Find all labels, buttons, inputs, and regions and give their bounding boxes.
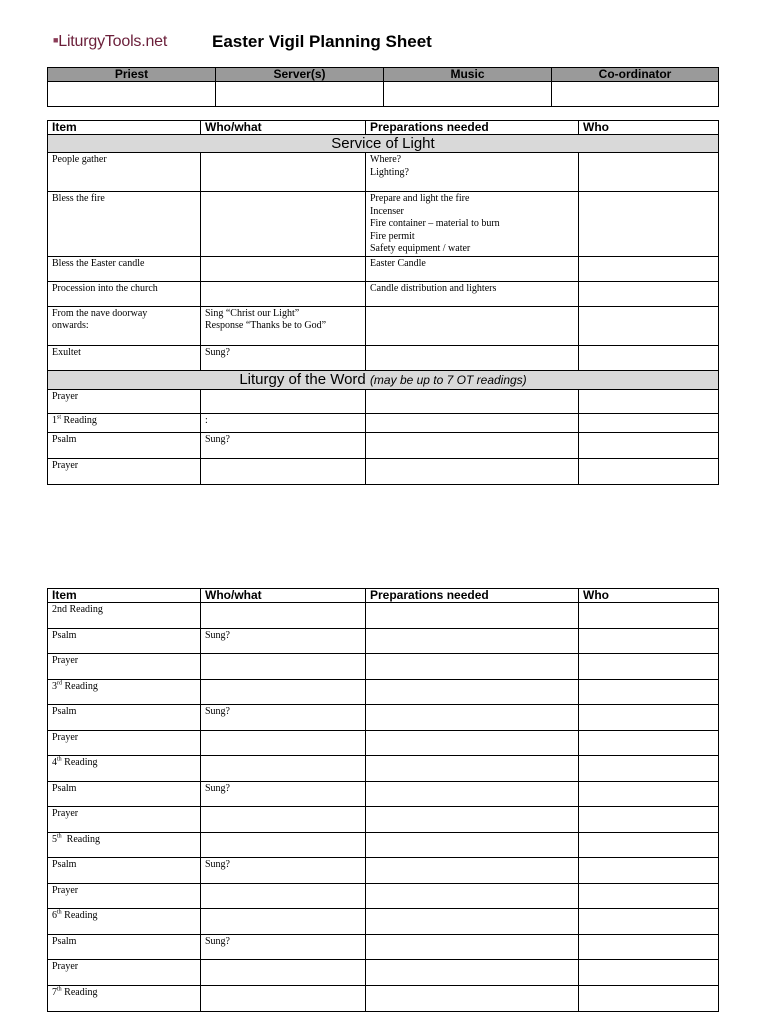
preparations-cell[interactable] xyxy=(366,858,579,884)
item-cell: Psalm xyxy=(48,858,201,884)
item-cell xyxy=(48,153,201,192)
who-what-cell[interactable]: Sung? xyxy=(201,705,366,731)
who-what-cell[interactable] xyxy=(201,281,366,306)
item-cell-line: Exultet xyxy=(52,346,81,358)
who-what-cell[interactable]: Sung? xyxy=(201,432,366,458)
table-row xyxy=(48,603,719,629)
preparations-cell[interactable] xyxy=(366,960,579,986)
header-item: Item xyxy=(48,121,201,135)
table-row xyxy=(48,153,719,192)
planning-table-2 xyxy=(47,588,719,1012)
who-what-cell[interactable] xyxy=(201,654,366,680)
reading-label: Reading xyxy=(61,910,98,921)
who-what-cell-line: Response “Thanks be to God” xyxy=(205,320,327,331)
item-cell: Prayer xyxy=(48,960,201,986)
preparations-cell-line: Safety equipment / water xyxy=(370,243,471,254)
section-liturgy-of-word xyxy=(48,370,719,389)
header-who: Who xyxy=(579,121,719,135)
table-row xyxy=(48,413,719,432)
preparations-cell[interactable] xyxy=(366,705,579,731)
document-title: Easter Vigil Planning Sheet xyxy=(212,32,432,51)
who-cell[interactable] xyxy=(579,782,719,807)
who-what-cell[interactable] xyxy=(201,389,366,413)
table-row xyxy=(48,389,719,413)
preparations-cell[interactable] xyxy=(366,458,579,484)
preparations-cell[interactable] xyxy=(366,654,579,680)
who-cell[interactable] xyxy=(579,986,719,1012)
header-preparations: Preparations needed xyxy=(366,121,579,135)
who-what-cell[interactable] xyxy=(201,756,366,782)
who-cell[interactable] xyxy=(579,603,719,629)
table-row xyxy=(48,833,719,858)
table-row xyxy=(48,782,719,807)
reading-number: 3 xyxy=(52,681,57,692)
item-cell-line: Bless the fire xyxy=(52,193,105,204)
reading-number: 6 xyxy=(52,910,57,921)
who-cell[interactable] xyxy=(579,807,719,833)
preparations-cell-line: Easter Candle xyxy=(370,257,426,269)
who-what-cell[interactable]: Sung? xyxy=(201,858,366,884)
preparations-cell-line: Lighting? xyxy=(370,166,409,178)
who-cell[interactable] xyxy=(579,281,719,306)
preparations-cell[interactable] xyxy=(366,281,579,306)
preparations-cell[interactable] xyxy=(366,603,579,629)
liturgytools-logo xyxy=(53,33,167,51)
preparations-cell[interactable] xyxy=(366,884,579,909)
who-what-cell[interactable] xyxy=(201,884,366,909)
who-cell[interactable] xyxy=(579,153,719,192)
roles-header-servers: Server(s) xyxy=(216,68,384,82)
who-what-cell[interactable] xyxy=(201,960,366,986)
who-cell[interactable] xyxy=(579,413,719,432)
reading-label: Reading xyxy=(61,414,97,426)
table-row xyxy=(48,909,719,935)
table-row xyxy=(48,807,719,833)
preparations-cell[interactable] xyxy=(366,833,579,858)
header-preparations: Preparations needed xyxy=(366,589,579,603)
roles-table xyxy=(47,67,719,107)
who-cell[interactable] xyxy=(579,256,719,281)
preparations-cell[interactable] xyxy=(366,192,579,257)
table-row xyxy=(48,281,719,306)
preparations-cell-line: Fire permit xyxy=(370,230,415,242)
item-cell-line: Procession into the church xyxy=(52,282,158,294)
header-item: Item xyxy=(48,589,201,603)
who-cell[interactable] xyxy=(579,345,719,370)
item-cell xyxy=(48,986,201,1012)
preparations-cell[interactable] xyxy=(366,345,579,370)
item-cell: Prayer xyxy=(48,884,201,909)
who-what-cell[interactable] xyxy=(201,256,366,281)
preparations-cell[interactable] xyxy=(366,256,579,281)
preparations-cell[interactable] xyxy=(366,909,579,935)
who-cell[interactable] xyxy=(579,884,719,909)
item-cell: Prayer xyxy=(48,458,201,484)
who-cell[interactable] xyxy=(579,935,719,960)
table-row xyxy=(48,680,719,705)
reading-number: 1 xyxy=(52,414,57,426)
preparations-cell[interactable] xyxy=(366,629,579,654)
table-row xyxy=(48,756,719,782)
who-what-cell[interactable] xyxy=(201,306,366,345)
item-cell xyxy=(48,833,201,858)
reading-number: 5 xyxy=(52,834,57,845)
table-header-row xyxy=(48,589,719,603)
who-what-cell[interactable]: Sung? xyxy=(201,782,366,807)
who-what-cell-line: Sung? xyxy=(205,346,230,358)
who-cell[interactable] xyxy=(579,654,719,680)
who-what-cell[interactable] xyxy=(201,345,366,370)
reading-label: Reading xyxy=(61,757,98,768)
table-row xyxy=(48,705,719,731)
who-what-cell[interactable] xyxy=(201,192,366,257)
item-cell xyxy=(48,192,201,257)
who-what-cell[interactable] xyxy=(201,833,366,858)
table-row xyxy=(48,884,719,909)
logo-mark-icon: ■ xyxy=(53,35,59,45)
reading-number: 7 xyxy=(52,987,57,998)
item-cell: Psalm xyxy=(48,629,201,654)
section-row xyxy=(48,135,719,153)
who-what-cell[interactable] xyxy=(201,603,366,629)
who-cell[interactable] xyxy=(579,909,719,935)
who-cell[interactable] xyxy=(579,960,719,986)
preparations-cell[interactable] xyxy=(366,432,579,458)
reading-label: Reading xyxy=(61,987,98,998)
table-header-row xyxy=(48,121,719,135)
roles-header-coordinator: Co-ordinator xyxy=(552,68,719,82)
who-cell[interactable] xyxy=(579,756,719,782)
preparations-cell-line: Fire container – material to burn xyxy=(370,218,500,229)
music-entry-cell[interactable] xyxy=(384,82,552,107)
who-what-cell[interactable] xyxy=(201,680,366,705)
table-row xyxy=(48,960,719,986)
reading-label: Reading xyxy=(61,834,100,845)
roles-entry-row xyxy=(48,82,719,107)
who-what-cell[interactable] xyxy=(201,458,366,484)
who-what-cell[interactable] xyxy=(201,986,366,1012)
item-cell xyxy=(48,756,201,782)
preparations-cell-line: Prepare and light the fire xyxy=(370,193,470,204)
coordinator-entry-cell[interactable] xyxy=(552,82,719,107)
table-row xyxy=(48,858,719,884)
who-cell[interactable] xyxy=(579,858,719,884)
preparations-cell-line: Where? xyxy=(370,154,402,165)
table-row xyxy=(48,256,719,281)
planning-table-1 xyxy=(47,120,719,485)
item-cell: Psalm xyxy=(48,432,201,458)
ordinal-suffix: st xyxy=(57,414,62,421)
preparations-cell[interactable] xyxy=(366,782,579,807)
who-cell[interactable] xyxy=(579,705,719,731)
table-row xyxy=(48,731,719,756)
item-cell: Psalm xyxy=(48,782,201,807)
ordinal-suffix: th xyxy=(57,909,62,916)
preparations-cell[interactable] xyxy=(366,935,579,960)
who-cell[interactable] xyxy=(579,458,719,484)
preparations-cell[interactable] xyxy=(366,756,579,782)
preparations-cell[interactable] xyxy=(366,731,579,756)
table-row xyxy=(48,935,719,960)
servers-entry-cell[interactable] xyxy=(216,82,384,107)
ordinal-suffix: th xyxy=(57,756,62,763)
preparations-cell[interactable] xyxy=(366,807,579,833)
who-cell[interactable] xyxy=(579,833,719,858)
preparations-cell[interactable] xyxy=(366,389,579,413)
section-title: Liturgy of the Word xyxy=(239,370,366,388)
table-row xyxy=(48,654,719,680)
table-row xyxy=(48,192,719,257)
section-row xyxy=(48,370,719,389)
item-cell xyxy=(48,345,201,370)
table-row xyxy=(48,986,719,1012)
item-cell xyxy=(48,281,201,306)
item-cell: Psalm xyxy=(48,935,201,960)
header-who-what: Who/what xyxy=(201,121,366,135)
ordinal-suffix: th xyxy=(57,986,62,993)
preparations-cell[interactable] xyxy=(366,153,579,192)
logo-text: LiturgyTools.net xyxy=(58,33,168,50)
who-what-cell[interactable]: Sung? xyxy=(201,935,366,960)
who-cell[interactable] xyxy=(579,389,719,413)
reading-number: 4 xyxy=(52,757,57,768)
who-cell[interactable] xyxy=(579,192,719,257)
preparations-cell[interactable] xyxy=(366,986,579,1012)
item-cell: Prayer xyxy=(48,807,201,833)
table-row xyxy=(48,458,719,484)
item-cell xyxy=(48,680,201,705)
preparations-cell-line: Candle distribution and lighters xyxy=(370,282,497,294)
who-what-cell[interactable]: : xyxy=(201,413,366,432)
who-what-cell[interactable] xyxy=(201,153,366,192)
who-what-cell-line: Sing “Christ our Light” xyxy=(205,307,300,319)
item-cell: Prayer xyxy=(48,389,201,413)
preparations-cell[interactable] xyxy=(366,680,579,705)
item-cell xyxy=(48,413,201,432)
item-cell: Psalm xyxy=(48,705,201,731)
item-cell-line: onwards: xyxy=(52,320,89,331)
header-who: Who xyxy=(579,589,719,603)
roles-header-priest: Priest xyxy=(48,68,216,82)
item-cell xyxy=(48,909,201,935)
who-what-cell[interactable] xyxy=(201,909,366,935)
who-cell[interactable] xyxy=(579,306,719,345)
item-cell: 2nd Reading xyxy=(48,603,201,629)
item-cell xyxy=(48,256,201,281)
table-row xyxy=(48,432,719,458)
table-row xyxy=(48,629,719,654)
item-cell-line: Bless the Easter candle xyxy=(52,257,145,269)
who-cell[interactable] xyxy=(579,629,719,654)
who-what-cell[interactable]: Sung? xyxy=(201,629,366,654)
table-row xyxy=(48,306,719,345)
header-who-what: Who/what xyxy=(201,589,366,603)
ordinal-suffix: th xyxy=(57,833,62,840)
roles-header-row xyxy=(48,68,719,82)
item-cell-line: From the nave doorway xyxy=(52,307,148,319)
preparations-cell[interactable] xyxy=(366,306,579,345)
priest-entry-cell[interactable] xyxy=(48,82,216,107)
who-cell[interactable] xyxy=(579,432,719,458)
item-cell: Prayer xyxy=(48,654,201,680)
who-cell[interactable] xyxy=(579,680,719,705)
section-note: (may be up to 7 OT readings) xyxy=(369,372,527,387)
table-row xyxy=(48,345,719,370)
item-cell: Prayer xyxy=(48,731,201,756)
preparations-cell[interactable] xyxy=(366,413,579,432)
preparations-cell-line: Incenser xyxy=(370,205,404,217)
section-service-of-light: Service of Light xyxy=(48,135,719,153)
roles-header-music: Music xyxy=(384,68,552,82)
item-cell xyxy=(48,306,201,345)
who-cell[interactable] xyxy=(579,731,719,756)
who-what-cell[interactable] xyxy=(201,807,366,833)
reading-label: Reading xyxy=(62,681,98,692)
item-cell-line: People gather xyxy=(52,154,107,165)
ordinal-suffix: rd xyxy=(57,680,62,687)
who-what-cell[interactable] xyxy=(201,731,366,756)
